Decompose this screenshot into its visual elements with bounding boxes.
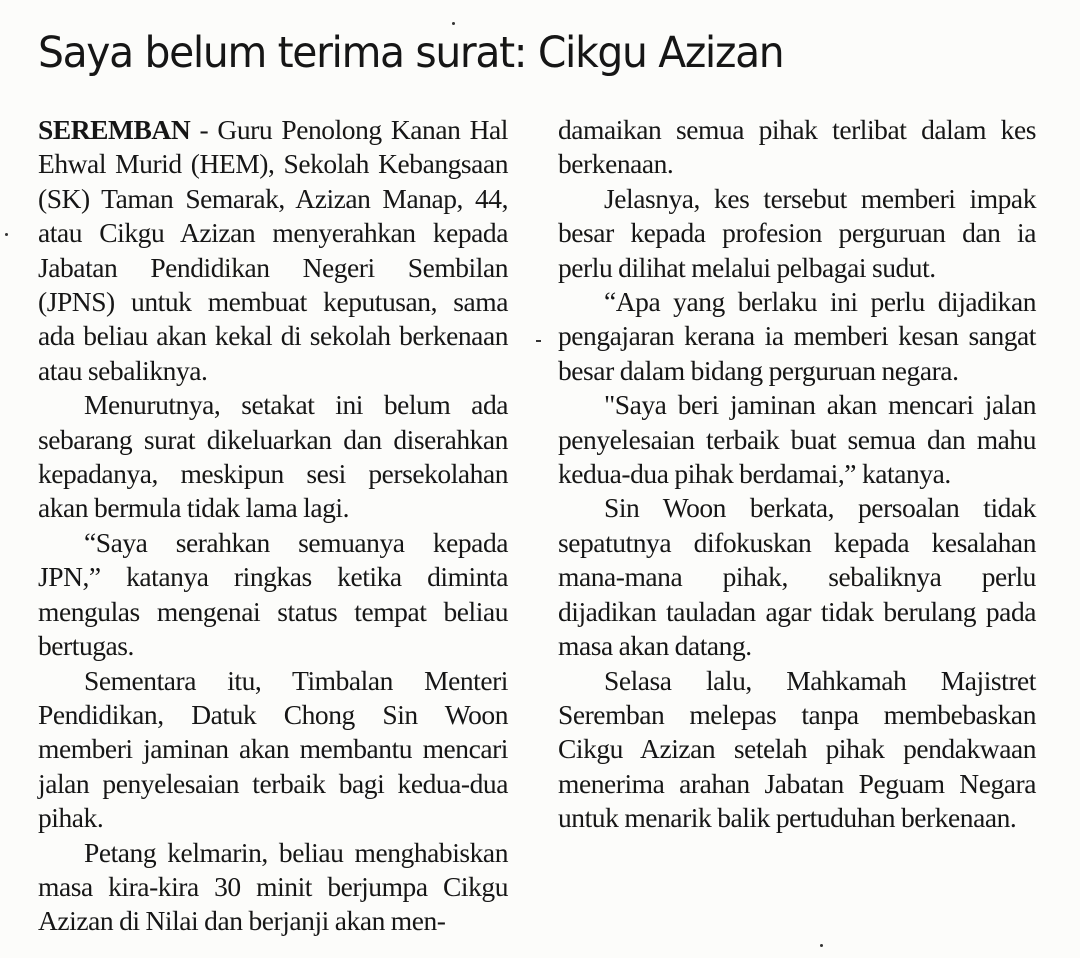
article-paragraph-continued: damaikan semua pihak terlibat dalam kes berkenaan.	[558, 114, 1036, 180]
article-paragraph: Sin Woon berkata, persoalan tidak sepatutnya difokuskan kepada kesalahan mana-mana pihak, sebaliknya perlu dijadikan tauladan agar tidak berulang pada masa akan datang.	[558, 492, 1036, 662]
article-paragraph: Jelasnya, kes tersebut memberi impak besar kepada profesion perguruan dan ia perlu dilihat melalui pelbagai sudut.	[558, 182, 1036, 283]
print-speck	[5, 233, 8, 236]
article-paragraph-text: - Guru Penolong Kanan Hal Ehwal Murid (HEM), Sekolah Kebangsaan (SK) Taman Semarak, Azizan Manap, 44, atau Cikgu Azizan menyerahkan kepada Jabatan Pendidikan Negeri Sembilan (JPNS) untuk membuat keputusan, sama ada beliau akan kekal di sekolah berkenaan atau sebaliknya.	[38, 114, 508, 386]
article-paragraph: Petang kelmarin, beliau menghabiskan masa kira-kira 30 minit berjumpa Cikgu Azizan di Nilai dan berjanji akan men-	[38, 836, 508, 937]
article-paragraph: Sementara itu, Timbalan Menteri Pendidikan, Datuk Chong Sin Woon memberi jaminan akan membantu mencari jalan penyelesaian terbaik bagi kedua-dua pihak.	[38, 664, 508, 834]
print-speck	[536, 340, 541, 342]
article-dateline: SEREMBAN	[38, 114, 191, 145]
article-column-right	[558, 113, 1036, 836]
article-paragraph: “Saya serahkan semuanya kepada JPN,” katanya ringkas ketika diminta mengulas mengenai status tempat beliau bertugas.	[38, 526, 508, 662]
article-paragraph: Menurutnya, setakat ini belum ada sebarang surat dikeluarkan dan diserahkan kepadanya, meskipun sesi persekolahan akan bermula tidak lama lagi.	[38, 389, 508, 524]
article-paragraph: “Apa yang berlaku ini perlu dijadikan pengajaran kerana ia memberi kesan sangat besar dalam bidang perguruan negara.	[558, 286, 1036, 386]
article-paragraph: Selasa lalu, Mahkamah Majistret Seremban melepas tanpa membebaskan Cikgu Azizan setelah pihak pendakwaan menerima arahan Jabatan Peguam Negara untuk menarik balik pertuduhan berkenaan.	[558, 664, 1036, 834]
article-headline: Saya belum terima surat: Cikgu Azizan	[38, 28, 784, 78]
print-speck	[820, 944, 823, 947]
print-speck	[452, 22, 455, 25]
article-paragraph	[38, 113, 508, 388]
article-paragraph: "Saya beri jaminan akan mencari jalan penyelesaian terbaik buat semua dan mahu kedua-dua pihak berdamai,” katanya.	[558, 389, 1036, 490]
article-column-left	[38, 113, 508, 939]
